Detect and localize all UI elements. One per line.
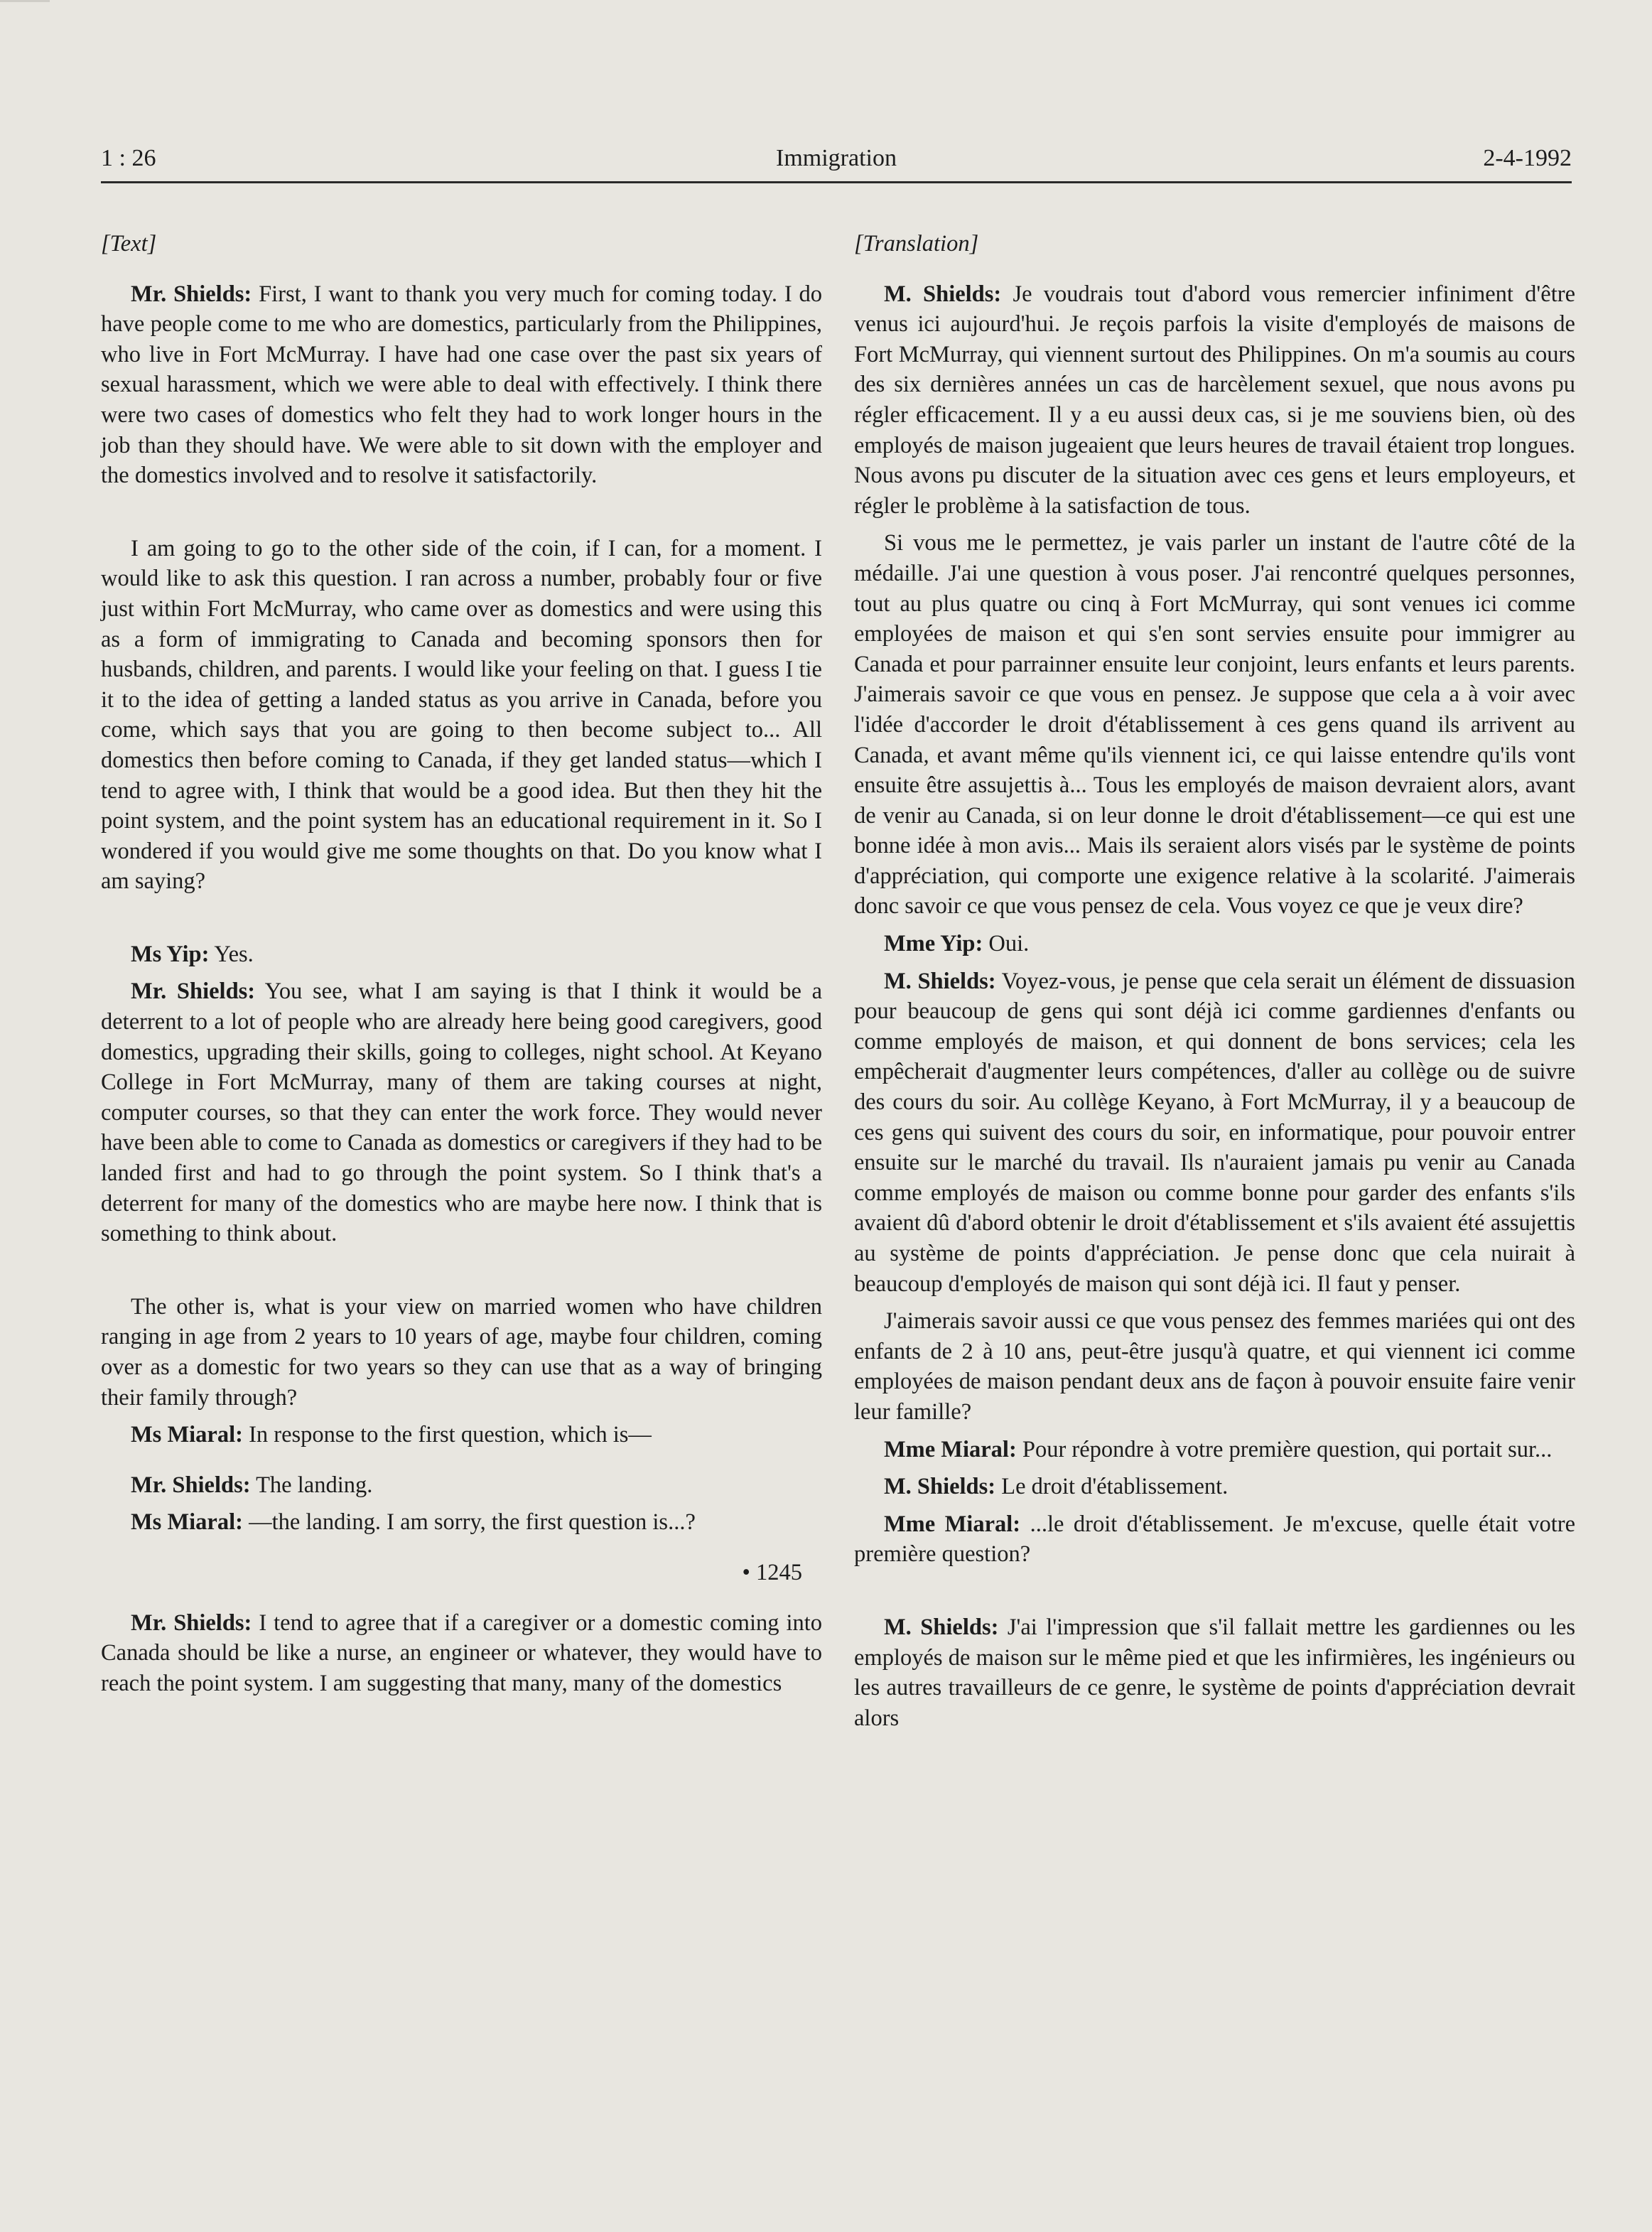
english-column <box>101 229 822 1698</box>
speech-text: Yes. <box>209 941 254 967</box>
speaker-name: Mr. Shields: <box>131 1472 251 1498</box>
speaker-name: Ms Miaral: <box>131 1422 243 1448</box>
page-edge-mark <box>0 0 50 2</box>
speaker-name: Mme Miaral: <box>884 1436 1017 1462</box>
paragraph: The other is, what is your view on married women who have children ranging in age from 2 years to 10 years of age, maybe four children, coming over as a domestic for two years so they can use that as a way of bringing their family through? <box>101 1293 822 1411</box>
speaker-name: M. Shields: <box>884 1474 996 1500</box>
paragraph <box>101 1470 822 1501</box>
paragraph <box>101 1420 822 1450</box>
speaker-name: Mr. Shields: <box>131 1610 252 1636</box>
speech-text: Le droit d'établissement. <box>995 1474 1229 1500</box>
paragraph <box>854 1612 1575 1733</box>
speaker-name: Mr. Shields: <box>131 978 256 1005</box>
paragraph <box>101 279 822 491</box>
speech-text: ...le droit d'établissement. Je m'excuse, quelle était votre première question? <box>854 1511 1576 1568</box>
page-number: 1 : 26 <box>101 145 156 171</box>
speech-text: Je voudrais tout d'abord vous remercier infiniment d'être venus ici aujourd'hui. Je reçois parfois la visite d'employés de maisons de Fort McMurray, qui viennent surtout des Philippines. On m'a soumis au cours des six dernières années un cas de harcèlement sexuel, que nous avons pu régler efficacement. Il y a eu aussi deux cas, si je me souviens bien, où des employés de maison jugeaient que leurs heures de travail étaient trop longues. Nous avons pu discuter de la situation avec ces gens et leurs employeurs, et régler le problème à la satisfaction de tous. <box>854 281 1575 519</box>
paragraph: J'aimerais savoir aussi ce que vous pensez des femmes mariées qui ont des enfants de 2 à 10 ans, peut-être jusqu'à quatre, et qui viennent ici comme employées de maison pendant deux ans de façon à pouvoir ensuite faire venir leur famille? <box>854 1308 1575 1425</box>
speaker-name: Mme Yip: <box>884 931 983 957</box>
speaker-name: Ms Yip: <box>131 941 210 967</box>
speaker-name: M. Shields: <box>884 968 996 994</box>
time-marker: • 1245 <box>742 1559 802 1585</box>
speech-text: In response to the first question, which is— <box>242 1422 652 1448</box>
paragraph <box>854 929 1575 959</box>
speech-text: —the landing. I am sorry, the first question is...? <box>242 1509 696 1536</box>
paragraph <box>854 279 1575 522</box>
speaker-name: Mme Miaral: <box>884 1511 1021 1537</box>
paragraph <box>854 1509 1575 1570</box>
speech-text: Voyez-vous, je pense que cela serait un élément de dissuasion pour beaucoup de gens qui sont déjà ici comme gardiennes d'enfants ou comme employés de maison, et qui donnent de bons services; cela les empêcherait d'augmenter leurs compétences, d'aller au collège ou de suivre des cours du soir. Au collège Keyano, à Fort McMurray, il y a beaucoup de ces gens qui suivent des cours du soir, en informatique, pour pouvoir entrer ensuite sur le marché du travail. Ils n'auraient jamais pu venir au Canada comme employés de maison ou comme bonne pour garder des enfants s'ils avaient dû d'abord obtenir le droit d'établissement et s'ils avaient été assujettis au système de points d'appréciation. Je pense donc que cela nuirait à beaucoup d'employés de maison qui sont déjà ici. Il faut y penser. <box>854 968 1575 1297</box>
page-date: 2-4-1992 <box>1483 145 1572 171</box>
speech-text: You see, what I am saying is that I think it would be a deterrent to a lot of people who are already here being good caregivers, good domestics, upgrading their skills, going to colleges, night school. At Keyano College in Fort McMurray, many of them are taking courses at night, computer courses, so that they can enter the work force. They would never have been able to come to Canada as domestics or caregivers if they had to be landed first and had to go through the point system. So I think that's a deterrent for many of the domestics who are maybe here now. I think that is something to think about. <box>101 978 822 1247</box>
speech-text: J'ai l'impression que s'il fallait mettre les gardiennes ou les employés de maison sur le même pied et que les infirmières, les ingénieurs ou les autres travailleurs de ce genre, le système de points d'appréciation devrait alors <box>854 1614 1575 1731</box>
paragraph: I am going to go to the other side of the coin, if I can, for a moment. I would like to ask this question. I ran across a number, probably four or five just within Fort McMurray, who came over as domestics and were using this as a form of immigrating to Canada and becoming sponsors then for husbands, children, and parents. I would like your feeling on that. I guess I tie it to the idea of getting a landed status as you arrive in Canada, before you come, which says that you are going to then become subject to... All domestics then before coming to Canada, if they get landed status—which I tend to agree with, I think that would be a good idea. But then they hit the point system, and the point system has an educational requirement in it. So I wondered if you would give me some thoughts on that. Do you know what I am saying? <box>101 535 822 895</box>
page-header <box>101 141 1572 183</box>
speech-text: First, I want to thank you very much for coming today. I do have people come to me who are domestics, particularly from the Philippines, who live in Fort McMurray. I have had one case over the past six years of sexual harassment, which we were able to deal with effectively. I think there were two cases of domestics who felt they had to work longer hours in the job than they should have. We were able to sit down with the employer and the domestics involved and to resolve it satisfactorily. <box>101 281 822 489</box>
paragraph <box>854 1472 1575 1502</box>
paragraph <box>101 939 822 970</box>
paragraph: Si vous me le permettez, je vais parler un instant de l'autre côté de la médaille. J'ai une question à vous poser. J'ai rencontré quelques personnes, tout au plus quatre ou cinq à Fort McMurray, qui sont venues ici comme employées de maison et qui s'en sont servies ensuite pour immigrer au Canada et pour parrainner ensuite leur conjoint, leurs enfants et leurs parents. J'aimerais savoir ce que vous en pensez. Je suppose que cela a à voir avec l'idée d'accorder le droit d'établissement à ces gens quand ils arrivent au Canada, et avant même qu'ils viennent ici, ce qui laisse entendre qu'ils vont ensuite être assujettis à... Tous les employés de maison devraient alors, avant de venir au Canada, si on leur donne le droit d'établissement—ce qui est une bonne idée à mon avis... Mais ils seraient alors visés par le système de points d'appréciation, qui comporte une exigence relative à la scolarité. J'aimerais donc savoir ce que vous pensez de cela. Vous voyez ce que je veux dire? <box>854 530 1575 920</box>
paragraph <box>854 966 1575 1300</box>
speech-text: Oui. <box>983 931 1030 957</box>
speaker-name: M. Shields: <box>884 1614 999 1640</box>
speech-text: I tend to agree that if a caregiver or a domestic coming into Canada should be like a nurse, an engineer or whatever, they would have to reach the point system. I am suggesting that many, many of the domestics <box>101 1610 823 1696</box>
paragraph <box>101 1608 822 1699</box>
running-title: Immigration <box>776 145 897 171</box>
speaker-name: M. Shields: <box>884 281 1002 307</box>
paragraph <box>101 976 822 1249</box>
header-rule <box>101 181 1572 183</box>
french-column <box>854 229 1575 1733</box>
speech-text: The landing. <box>250 1472 373 1498</box>
speaker-name: Ms Miaral: <box>131 1509 243 1536</box>
paragraph <box>854 1435 1575 1465</box>
speech-text: Pour répondre à votre première question, qui portait sur... <box>1016 1436 1553 1462</box>
column-label: [Translation] <box>854 231 979 257</box>
paragraph <box>101 1507 822 1538</box>
column-label: [Text] <box>101 231 157 257</box>
speaker-name: Mr. Shields: <box>131 281 252 307</box>
